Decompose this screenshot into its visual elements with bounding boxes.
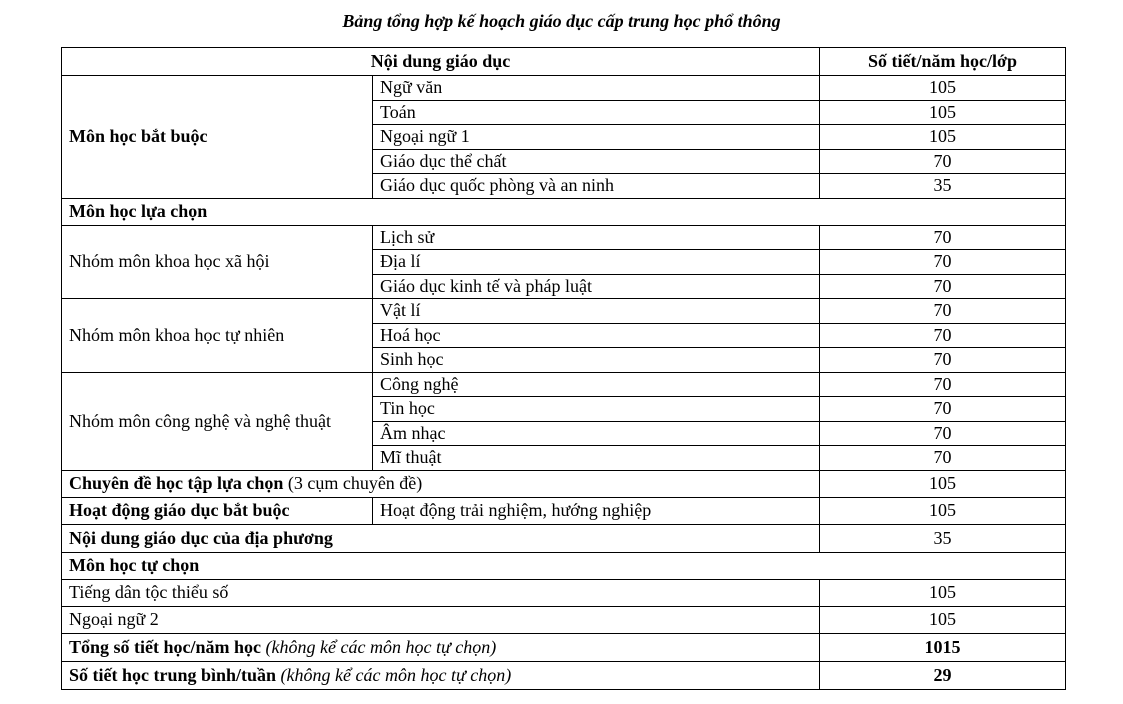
subject-name: Giáo dục quốc phòng và an ninh — [373, 174, 820, 199]
avg-week-value: 29 — [820, 661, 1066, 689]
subject-name: Địa lí — [373, 250, 820, 275]
subject-periods: 70 — [820, 274, 1066, 299]
subject-periods: 70 — [820, 149, 1066, 174]
activities-name: Hoạt động trải nghiệm, hướng nghiệp — [373, 497, 820, 524]
activities-periods: 105 — [820, 497, 1066, 524]
local-label: Nội dung giáo dục của địa phương — [62, 524, 820, 552]
avg-week-label: Số tiết học trung bình/tuần — [69, 664, 277, 685]
subject-name: Ngoại ngữ 1 — [373, 125, 820, 150]
table-row — [62, 524, 1066, 552]
elective-label: Môn học lựa chọn — [62, 198, 1066, 225]
subject-name: Mĩ thuật — [373, 446, 820, 471]
subject-name: Giáo dục thể chất — [373, 149, 820, 174]
subject-periods: 105 — [820, 125, 1066, 150]
table-row — [62, 372, 1066, 397]
subject-name: Tin học — [373, 397, 820, 422]
total-year-label: Tổng số tiết học/năm học — [69, 636, 262, 657]
subject-periods: 70 — [820, 421, 1066, 446]
subject-name: Sinh học — [373, 348, 820, 373]
subject-periods: 70 — [820, 250, 1066, 275]
avg-week-note: (không kể các môn học tự chọn) — [280, 664, 512, 685]
subject-periods: 70 — [820, 323, 1066, 348]
table-title: Bảng tổng hợp kế hoạch giáo dục cấp trung học phổ thông — [342, 11, 781, 31]
subject-periods: 70 — [820, 225, 1066, 250]
table-row — [62, 606, 1066, 633]
subject-name: Ngoại ngữ 2 — [62, 606, 820, 633]
topics-periods: 105 — [820, 470, 1066, 497]
header-content: Nội dung giáo dục — [62, 48, 820, 76]
subject-name: Giáo dục kinh tế và pháp luật — [373, 274, 820, 299]
subject-name: Vật lí — [373, 299, 820, 324]
total-year-cell — [62, 633, 820, 661]
subject-name: Công nghệ — [373, 372, 820, 397]
optional-label: Môn học tự chọn — [62, 552, 1066, 579]
subject-name: Lịch sử — [373, 225, 820, 250]
subject-periods: 105 — [820, 100, 1066, 125]
subject-name: Ngữ văn — [373, 76, 820, 101]
group-label: Nhóm môn công nghệ và nghệ thuật — [62, 372, 373, 470]
table-row — [62, 552, 1066, 579]
subject-periods: 105 — [820, 76, 1066, 101]
table-row — [62, 198, 1066, 225]
subject-periods: 70 — [820, 372, 1066, 397]
local-periods: 35 — [820, 524, 1066, 552]
table-row — [62, 661, 1066, 689]
table-row — [62, 76, 1066, 101]
group-label: Nhóm môn khoa học tự nhiên — [62, 299, 373, 373]
subject-periods: 105 — [820, 579, 1066, 606]
activities-label: Hoạt động giáo dục bắt buộc — [62, 497, 373, 524]
total-year-note: (không kể các môn học tự chọn) — [265, 636, 497, 657]
subject-periods: 105 — [820, 606, 1066, 633]
subject-name: Toán — [373, 100, 820, 125]
subject-periods: 35 — [820, 174, 1066, 199]
subject-name: Âm nhạc — [373, 421, 820, 446]
subject-name: Tiếng dân tộc thiểu số — [62, 579, 820, 606]
header-row — [62, 48, 1066, 76]
avg-week-cell — [62, 661, 820, 689]
subject-periods: 70 — [820, 348, 1066, 373]
subject-periods: 70 — [820, 397, 1066, 422]
topics-note: (3 cụm chuyên đề) — [287, 473, 423, 493]
education-plan-table — [61, 47, 1066, 690]
table-row — [62, 579, 1066, 606]
subject-periods: 70 — [820, 446, 1066, 471]
table-row — [62, 225, 1066, 250]
table-row — [62, 497, 1066, 524]
table-row — [62, 470, 1066, 497]
topics-cell — [62, 470, 820, 497]
group-label: Nhóm môn khoa học xã hội — [62, 225, 373, 299]
subject-name: Hoá học — [373, 323, 820, 348]
topics-label: Chuyên đề học tập lựa chọn — [69, 473, 284, 493]
compulsory-label: Môn học bắt buộc — [62, 76, 373, 199]
total-year-value: 1015 — [820, 633, 1066, 661]
table-row — [62, 633, 1066, 661]
table-row — [62, 299, 1066, 324]
header-periods: Số tiết/năm học/lớp — [820, 48, 1066, 76]
subject-periods: 70 — [820, 299, 1066, 324]
